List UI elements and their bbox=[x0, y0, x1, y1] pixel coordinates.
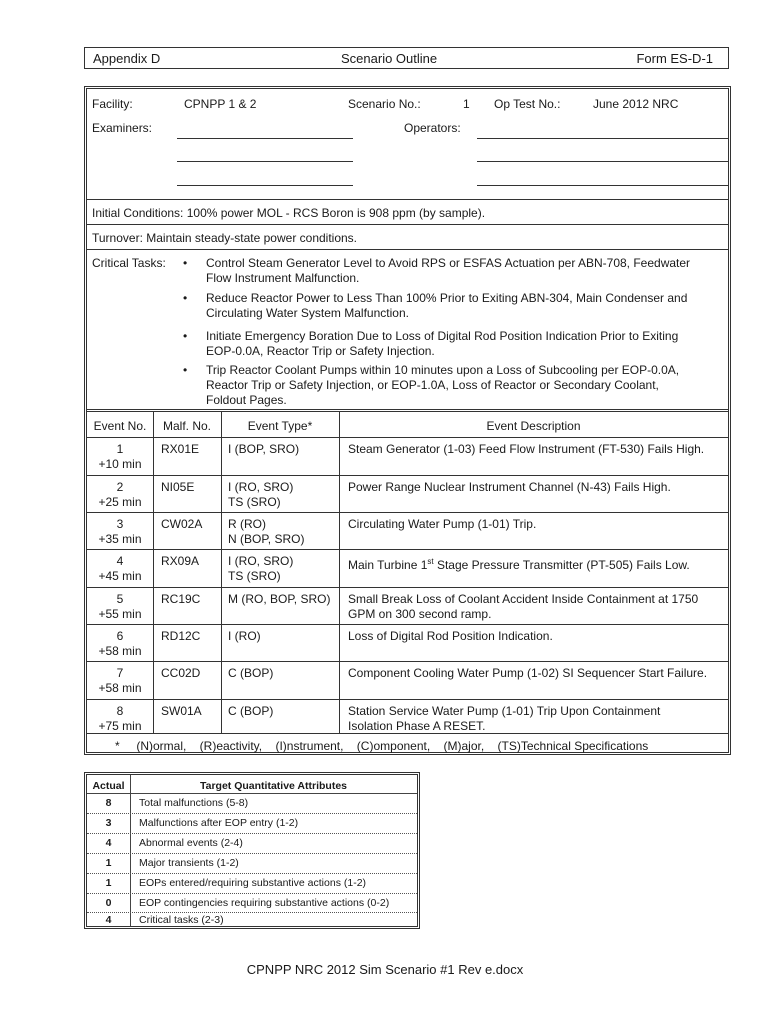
divider bbox=[87, 437, 728, 438]
appendix-label: Appendix D bbox=[93, 51, 161, 66]
table-row-attr: Major transients (1-2) bbox=[139, 857, 239, 869]
table-row-divider bbox=[87, 733, 728, 734]
table-row-event-no: 5 +55 min bbox=[98, 592, 142, 621]
initial-conditions: Initial Conditions: 100% power MOL - RCS Boron is 908 ppm (by sample). bbox=[92, 206, 486, 220]
critical-task-item: • Reduce Reactor Power to Less Than 100% Prior to Exiting ABN-304, Main Condenser and Circulating Water System Malfunction. bbox=[183, 291, 688, 320]
table-row-divider bbox=[87, 813, 417, 814]
scenario-outline-box bbox=[84, 86, 731, 755]
table-row-attr: EOPs entered/requiring substantive actions (1-2) bbox=[139, 877, 367, 889]
table-row-divider bbox=[87, 699, 728, 700]
table-row-desc: Component Cooling Water Pump (1-02) SI Sequencer Start Failure. bbox=[348, 666, 708, 680]
table-row-divider bbox=[87, 912, 417, 913]
examiners-label: Examiners: bbox=[92, 121, 153, 135]
facility-value: CPNPP 1 & 2 bbox=[184, 97, 257, 111]
operators-label: Operators: bbox=[404, 121, 461, 135]
header-event-no: Event No. bbox=[93, 419, 147, 433]
table-top-border bbox=[87, 409, 728, 412]
critical-task-item: • Initiate Emergency Boration Due to Loss of Digital Rod Position Indication Prior to Exiting EOP-0.0A, Reactor Trip or Safety Injection. bbox=[183, 329, 679, 358]
table-row-divider bbox=[87, 853, 417, 854]
table-row-actual: 4 bbox=[105, 914, 112, 926]
table-row-desc: Circulating Water Pump (1-01) Trip. bbox=[348, 517, 537, 531]
table-row-event-no: 1 +10 min bbox=[98, 442, 142, 471]
event-type-legend: * (N)ormal, (R)eactivity, (I)nstrument, (C)omponent, (M)ajor, (TS)Technical Specifications bbox=[115, 739, 649, 753]
table-row-event-no: 6 +58 min bbox=[98, 629, 142, 658]
table-row-type: I (RO, SRO) TS (SRO) bbox=[228, 480, 294, 509]
examiner-line[interactable] bbox=[177, 185, 353, 186]
table-row-event-no: 2 +25 min bbox=[98, 480, 142, 509]
form-header bbox=[84, 47, 729, 69]
table-row-event-no: 8 +75 min bbox=[98, 704, 142, 733]
table-row-actual: 1 bbox=[105, 877, 112, 889]
table-row-divider bbox=[87, 587, 728, 588]
table-row-type: I (BOP, SRO) bbox=[228, 442, 300, 456]
turnover: Turnover: Maintain steady-state power conditions. bbox=[92, 231, 358, 245]
table-row-divider bbox=[87, 549, 728, 550]
document-footer: CPNPP NRC 2012 Sim Scenario #1 Rev e.docx bbox=[246, 962, 524, 977]
table-row-malf: CW02A bbox=[161, 517, 203, 531]
header-target-attributes: Target Quantitative Attributes bbox=[199, 780, 347, 792]
table-row-divider bbox=[87, 833, 417, 834]
header-event-type: Event Type* bbox=[247, 419, 313, 433]
table-row-attr: EOP contingencies requiring substantive actions (0-2) bbox=[139, 897, 390, 909]
table-row-type: M (RO, BOP, SRO) bbox=[228, 592, 331, 606]
table-row-actual: 1 bbox=[105, 857, 112, 869]
table-row-malf: RX01E bbox=[161, 442, 200, 456]
table-row-type: C (BOP) bbox=[228, 666, 274, 680]
header-actual: Actual bbox=[92, 780, 125, 792]
table-row-divider bbox=[87, 793, 417, 794]
scenario-no-label: Scenario No.: bbox=[348, 97, 421, 111]
facility-label: Facility: bbox=[92, 97, 133, 111]
table-row-divider bbox=[87, 661, 728, 662]
table-row-attr: Total malfunctions (5-8) bbox=[139, 797, 249, 809]
form-title: Scenario Outline bbox=[341, 51, 438, 66]
table-row-divider bbox=[87, 893, 417, 894]
table-row-desc: Station Service Water Pump (1-01) Trip Upon Containment Isolation Phase A RESET. bbox=[348, 704, 661, 733]
examiner-line[interactable] bbox=[177, 138, 353, 139]
optest-label: Op Test No.: bbox=[494, 97, 561, 111]
scenario-no-value: 1 bbox=[463, 97, 470, 111]
column-divider bbox=[221, 411, 222, 733]
column-divider bbox=[339, 411, 340, 733]
table-row-event-no: 4 +45 min bbox=[98, 554, 142, 583]
table-row-divider bbox=[87, 475, 728, 476]
table-row-event-no: 3 +35 min bbox=[98, 517, 142, 546]
table-row-actual: 3 bbox=[105, 817, 112, 829]
column-divider bbox=[130, 775, 131, 926]
table-row-type: R (RO) N (BOP, SRO) bbox=[228, 517, 305, 546]
table-row-desc: Loss of Digital Rod Position Indication. bbox=[348, 629, 553, 643]
table-row-attr: Critical tasks (2-3) bbox=[139, 914, 224, 926]
header-description: Event Description bbox=[486, 419, 581, 433]
table-row-desc: Main Turbine 1st Stage Pressure Transmitter (PT-505) Fails Low. bbox=[348, 557, 690, 572]
table-row-actual: 0 bbox=[105, 897, 112, 909]
form-number: Form ES-D-1 bbox=[636, 51, 713, 66]
column-divider bbox=[153, 411, 154, 733]
header-malf-no: Malf. No. bbox=[162, 419, 211, 433]
critical-tasks-label: Critical Tasks: bbox=[92, 256, 166, 270]
quantitative-attributes-table bbox=[84, 772, 420, 929]
critical-task-item: • Control Steam Generator Level to Avoid RPS or ESFAS Actuation per ABN-708, Feedwater Flow Instrument Malfunction. bbox=[183, 256, 691, 285]
divider bbox=[87, 249, 728, 250]
table-row-malf: RX09A bbox=[161, 554, 200, 568]
table-row-attr: Abnormal events (2-4) bbox=[139, 837, 243, 849]
table-row-event-no: 7 +58 min bbox=[98, 666, 142, 695]
table-row-type: I (RO) bbox=[228, 629, 261, 643]
table-row-type: C (BOP) bbox=[228, 704, 274, 718]
operator-line[interactable] bbox=[477, 185, 728, 186]
table-row-malf: NI05E bbox=[161, 480, 195, 494]
table-row-divider bbox=[87, 873, 417, 874]
operator-line[interactable] bbox=[477, 138, 728, 139]
critical-task-item: • Trip Reactor Coolant Pumps within 10 minutes upon a Loss of Subcooling per EOP-0.0A, Reactor Trip or Safety Injection, or EOP-1.0A, Loss of Reactor or Secondary Coolant, Foldout Pages. bbox=[183, 363, 680, 407]
operator-line[interactable] bbox=[477, 161, 728, 162]
table-row-malf: SW01A bbox=[161, 704, 202, 718]
table-row-desc: Small Break Loss of Coolant Accident Inside Containment at 1750 GPM on 300 second ramp. bbox=[348, 592, 699, 621]
table-row-divider bbox=[87, 512, 728, 513]
examiner-line[interactable] bbox=[177, 161, 353, 162]
table-row-desc: Power Range Nuclear Instrument Channel (N-43) Fails High. bbox=[348, 480, 671, 494]
table-row-malf: RD12C bbox=[161, 629, 201, 643]
table-row-attr: Malfunctions after EOP entry (1-2) bbox=[139, 817, 299, 829]
table-row-malf: CC02D bbox=[161, 666, 201, 680]
optest-value: June 2012 NRC bbox=[593, 97, 679, 111]
table-row-divider bbox=[87, 624, 728, 625]
table-row-actual: 4 bbox=[105, 837, 112, 849]
divider bbox=[87, 224, 728, 225]
table-row-type: I (RO, SRO) TS (SRO) bbox=[228, 554, 294, 583]
table-row-desc: Steam Generator (1-03) Feed Flow Instrument (FT-530) Fails High. bbox=[348, 442, 705, 456]
table-row-actual: 8 bbox=[105, 797, 112, 809]
divider bbox=[87, 199, 728, 200]
table-row-malf: RC19C bbox=[161, 592, 201, 606]
